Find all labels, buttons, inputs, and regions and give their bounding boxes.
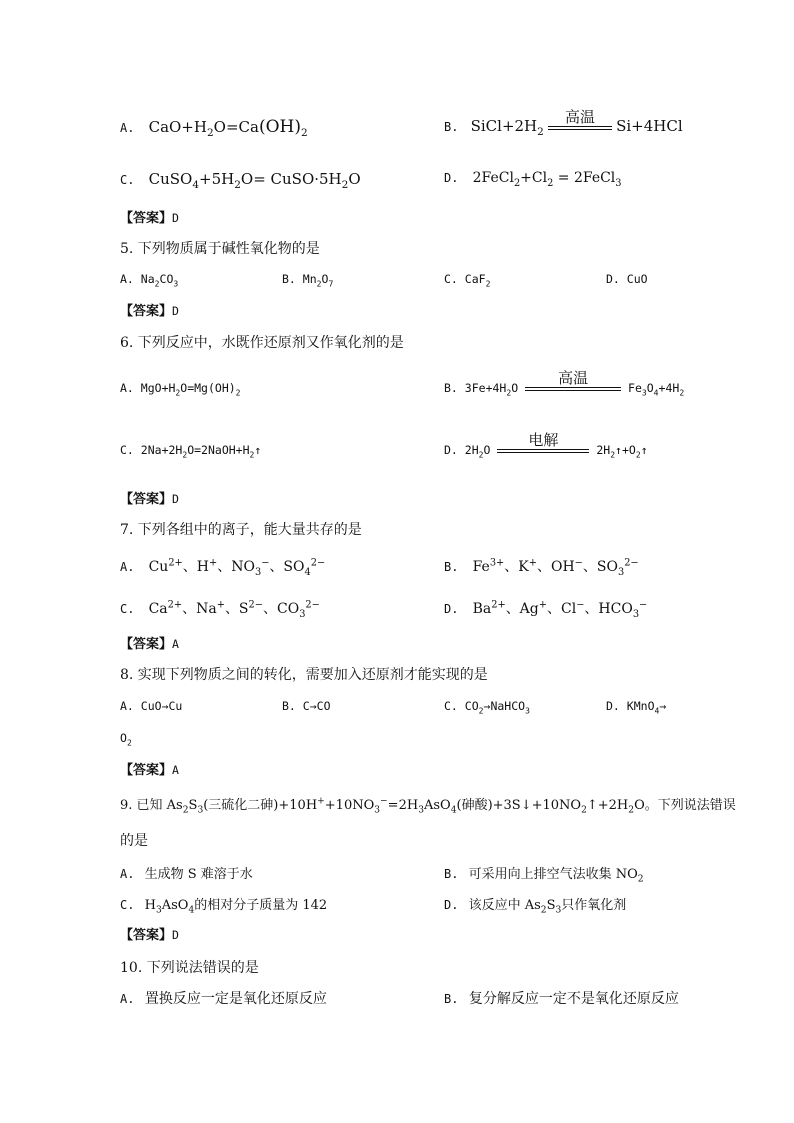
q8-stem: 8. 实现下列物质之间的转化，需要加入还原剂才能实现的是 bbox=[120, 667, 488, 683]
q4-option-d: D. $2FeCl_2+Cl_2$ = 2FeCl$_3$ bbox=[444, 170, 622, 189]
q7-option-d: D. $Ba^{2+}$、Ag+、Cl−、$HCO_3^-$ bbox=[444, 599, 648, 620]
q6-option-b: B. $3Fe+4H_2O$ 高温 $Fe_3O_4+4H_2$ bbox=[444, 368, 685, 398]
q9-answer: 【答案】D bbox=[120, 928, 179, 943]
q7-option-b: B. $Fe^{3+}$、K+、OH−、$SO_3^{2-}$ bbox=[444, 557, 639, 578]
q6-option-a: A. $MgO+H_2O=Mg(OH)_2$ bbox=[120, 381, 241, 398]
q5-stem: 5. 下列物质属于碱性氧化物的是 bbox=[120, 241, 320, 257]
q6-stem: 6. 下列反应中，水既作还原剂又作氧化剂的是 bbox=[120, 335, 404, 351]
condition-equals-sign: 高温 bbox=[525, 387, 621, 391]
q9-option-d: D. 该反应中 $As_2S_3$只作氧化剂 bbox=[444, 898, 627, 916]
q4-option-b: B. $SiCl+2H_2$ 高温 Si+4HCl bbox=[444, 107, 683, 138]
q9-stem-line2: 的是 bbox=[120, 833, 148, 849]
condition-equals-sign: 高温 bbox=[548, 126, 612, 130]
q4-option-c: C. $CuSO_4+5H_2O=$ $CuSO\cdot 5H_2O$ bbox=[120, 170, 361, 191]
q10-option-a: A. 置换反应一定是氧化还原反应 bbox=[120, 991, 327, 1007]
condition-equals-sign: 电解 bbox=[497, 449, 589, 453]
q9-option-a: A. 生成物 S 难溶于水 bbox=[120, 867, 253, 882]
q8-option-d: D. KMnO$_4$→ bbox=[606, 699, 667, 716]
q4-answer: 【答案】D bbox=[120, 211, 179, 226]
q6-answer: 【答案】D bbox=[120, 492, 179, 507]
q8-answer: 【答案】A bbox=[120, 763, 179, 778]
q8-option-b: B. C→CO bbox=[282, 699, 331, 713]
q7-option-c: C. $Ca^{2+}$、Na+、$S^{2-}$、$CO_3^{2-}$ bbox=[120, 599, 320, 620]
q8-option-a: A. CuO→Cu bbox=[120, 699, 183, 713]
q6-option-d: D. $2H_2O$ 电解 $2H_2↑+O_2↑$ bbox=[444, 430, 648, 460]
q5-option-a: A. $Na_2CO_3$ bbox=[120, 272, 179, 289]
q10-stem: 10. 下列说法错误的是 bbox=[120, 960, 259, 976]
q7-answer: 【答案】A bbox=[120, 637, 179, 652]
q7-stem: 7. 下列各组中的离子，能大量共存的是 bbox=[120, 522, 362, 538]
q6-option-c: C. $2Na+2H_2O=2NaOH+H_2↑$ bbox=[120, 443, 262, 460]
q8-option-c: C. $CO_2\to NaHCO_3$ bbox=[444, 699, 530, 716]
q8-option-d-continued: $O_2$ bbox=[120, 731, 132, 748]
q7-option-a: A. $Cu^{2+}$、H+、$NO_3^-$、$SO_4^{2-}$ bbox=[120, 557, 326, 578]
q5-option-b: B. $Mn_2O_7$ bbox=[282, 272, 334, 289]
q5-option-c: C. CaF$_2$ bbox=[444, 272, 491, 289]
q4-option-a: A. $CaO+H_2O=Ca(OH)_2$ bbox=[120, 117, 308, 139]
q10-option-b: B. 复分解反应一定不是氧化还原反应 bbox=[444, 991, 679, 1007]
q9-stem-line1: 9. 已知 $As_2S_3$(三硫化二砷)$+10H^++10NO_3^-=2H_3AsO_4$(砷酸)$+3S↓+10NO_2↑+2H_2O$。下列说法错误 bbox=[120, 796, 736, 816]
q5-option-d: D. CuO bbox=[606, 272, 648, 286]
q5-answer: 【答案】D bbox=[120, 304, 179, 319]
q9-option-b: B. 可采用向上排空气法收集 $NO_2$ bbox=[444, 867, 644, 885]
q9-option-c: C. $H_3AsO_4$的相对分子质量为 142 bbox=[120, 898, 328, 916]
